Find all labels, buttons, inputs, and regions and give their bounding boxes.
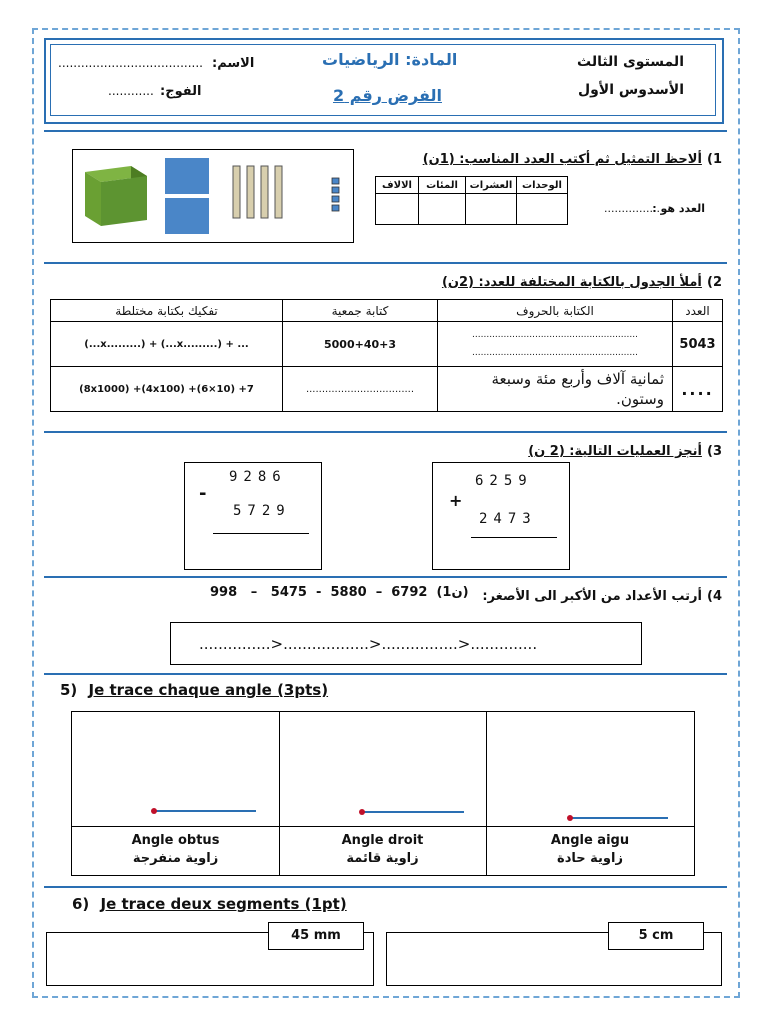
q1-title: ألاحظ التمثيل ثم أكتب العدد المناسب: (1ن) (422, 152, 702, 167)
angle-label-ar: زاوية منفرجة (132, 851, 219, 866)
column-hundreds: المئات (419, 177, 466, 194)
q5-number: 5) (60, 681, 78, 699)
name-label: الاسم: (212, 56, 255, 71)
angle-label-ar: زاوية قائمة (346, 851, 419, 866)
angle-label-right (279, 832, 486, 868)
row2-mixed: (8x1000) +(4x100) +(6×10) +7 (51, 367, 283, 412)
angle-label-fr: Angle obtus (131, 833, 220, 848)
plus-sign: + (449, 491, 463, 510)
divider (44, 886, 727, 888)
q4-numbers: 998 – 5475 - 5880 – 6792 (1ن) (210, 585, 469, 600)
term-label: الأسدوس الأول (577, 82, 684, 98)
addition-result[interactable] (471, 541, 557, 565)
q3-title: أنجز العمليات التالية: (2 ن) (528, 444, 702, 459)
right-angle-vertex[interactable] (359, 809, 365, 815)
q3-number: 3) (707, 444, 722, 459)
header-number: العدد (673, 300, 723, 322)
subject-title: المادة: الرياضيات (322, 50, 458, 69)
answer-cell[interactable] (376, 194, 419, 225)
ten-rods-icon (233, 166, 282, 218)
answer-cell[interactable] (419, 194, 466, 225)
addition-top: 6259 (475, 473, 533, 489)
acute-angle-ray[interactable] (570, 817, 668, 819)
row2-words: ثمانية آلاف وأربع مئة وسبعة وستون. (438, 367, 673, 412)
q2-heading (442, 271, 722, 290)
angle-label-acute (486, 832, 694, 868)
row2-number[interactable]: .... (673, 367, 723, 412)
subtraction-top: 9286 (229, 469, 287, 485)
number-answer-label: العدد هو : (652, 202, 705, 215)
name-field[interactable]: ...................................... (58, 56, 203, 70)
obtuse-angle-ray[interactable] (154, 810, 256, 812)
hundred-flat-icon (165, 158, 209, 194)
number-writing-table (50, 299, 723, 412)
angle-label-ar: زاوية حادة (557, 851, 623, 866)
unit-cubes-icon (332, 178, 339, 211)
row1-additive: 5000+40+3 (283, 322, 438, 367)
divider (44, 431, 727, 433)
q1-heading (423, 148, 722, 167)
answer-cell[interactable] (517, 194, 568, 225)
ordering-answer-line[interactable]: ...............>..................>................>.............. (199, 635, 538, 653)
angle-label-fr: Angle droit (341, 833, 424, 848)
header-words: الكتابة بالحروف (438, 300, 673, 322)
answer-cell[interactable] (466, 194, 517, 225)
q5-title: Je trace chaque angle (3pts) (88, 681, 329, 699)
place-value-table (375, 176, 568, 225)
minus-sign: - (199, 483, 207, 504)
column-tens: العشرات (466, 177, 517, 194)
row1-words-line[interactable]: .......................................................... (472, 330, 638, 340)
acute-angle-vertex[interactable] (567, 815, 573, 821)
header-additive: كتابة جمعية (283, 300, 438, 322)
angle-label-obtuse (72, 832, 279, 868)
ordering-answer-box[interactable] (170, 622, 642, 665)
segment-label-45mm: 45 mm (268, 922, 364, 950)
row-divider (72, 826, 694, 827)
column-thousands: الالاف (376, 177, 419, 194)
q3-heading (528, 440, 722, 459)
subtraction-result[interactable] (213, 537, 309, 563)
angles-table (71, 711, 695, 876)
divider (44, 262, 727, 264)
base-ten-blocks-svg (73, 150, 353, 242)
q6-title: Je trace deux segments (1pt) (100, 895, 347, 913)
group-field[interactable]: ............ (108, 84, 154, 98)
group-label: الفوج: (160, 84, 202, 99)
row1-number: 5043 (673, 322, 723, 367)
thousand-cube-icon (85, 166, 147, 226)
addition-box (432, 462, 570, 570)
subtraction-box (184, 462, 322, 570)
base-ten-blocks (72, 149, 354, 243)
q2-number: 2) (707, 275, 722, 290)
q4-number: 4) (707, 589, 722, 604)
test-title: الفرض رقم 2 (333, 86, 442, 105)
column-units: الوحدات (517, 177, 568, 194)
result-line (213, 533, 309, 534)
q2-title: أملأ الجدول بالكتابة المختلفة للعدد: (2ن) (441, 275, 702, 290)
q6-heading (72, 895, 347, 913)
number-answer-field[interactable]: ................ (604, 202, 660, 215)
row2-additive[interactable]: .................................. (283, 367, 438, 412)
result-line (471, 537, 557, 538)
segment-label-5cm: 5 cm (608, 922, 704, 950)
q4-title: أرتب الأعداد من الأكبر الى الأصغر: (482, 589, 702, 604)
hundred-flat-icon (165, 198, 209, 234)
addition-bottom: 2473 (479, 511, 537, 527)
divider (44, 576, 727, 578)
q4-heading (482, 585, 722, 604)
angle-label-fr: Angle aigu (550, 833, 630, 848)
obtuse-angle-vertex[interactable] (151, 808, 157, 814)
right-angle-ray[interactable] (362, 811, 464, 813)
subtraction-bottom: 5729 (233, 503, 291, 519)
q5-heading (60, 681, 328, 699)
divider (44, 673, 727, 675)
row1-mixed[interactable]: (...x.........) + (...x.........) + ... (51, 322, 283, 367)
q6-number: 6) (72, 895, 90, 913)
level-label: المستوى الثالث (577, 54, 684, 70)
row1-words-cell[interactable] (438, 322, 673, 367)
row1-words-line[interactable]: .......................................................... (472, 348, 638, 358)
q1-number: 1) (707, 152, 722, 167)
header-mixed: تفكيك بكتابة مختلطة (51, 300, 283, 322)
divider (44, 130, 727, 132)
